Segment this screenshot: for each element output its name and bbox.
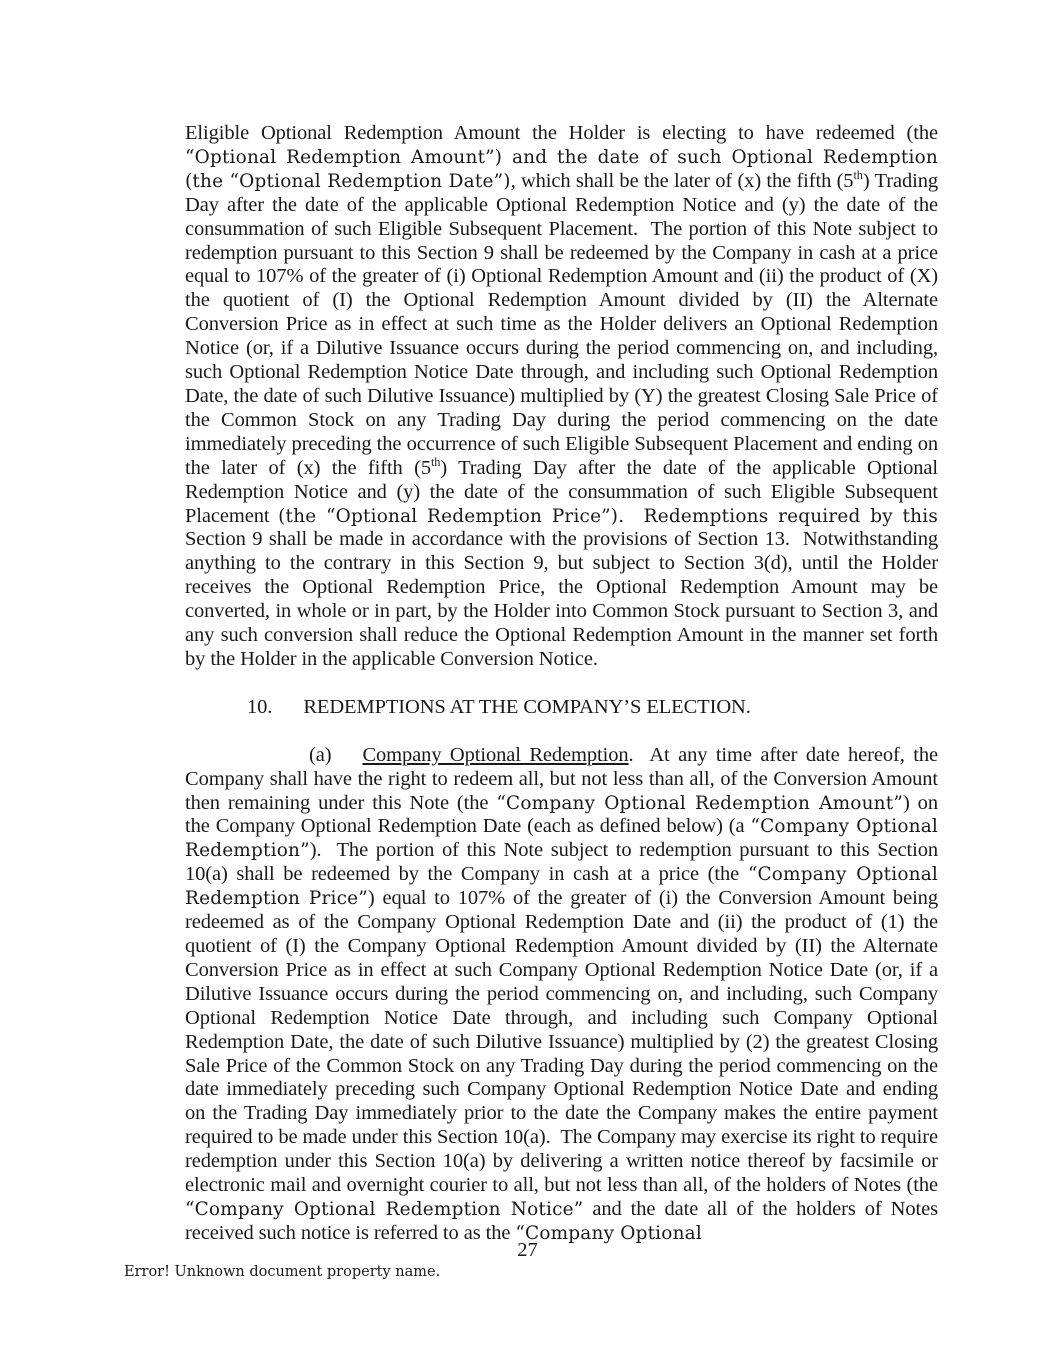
superscript: th	[853, 167, 863, 182]
text-segment: ) on the Company Optional Redemption Date (each as defined below) (a	[185, 791, 944, 838]
superscript: th	[430, 454, 441, 469]
text-segment: ) Trading Day after the date of the applicable Optional Redemption Notice and (y) the date of the consummation of such Eligible Subsequent Placement. The portion of this Note subject to redemption pursuant to this Section 9 shall be redeemed by the Company in cash at a price equal to 107% of the greater of (i) Optional Redemption Amount and (ii) the product of (X) the quotient of (I) the Optional Redemption Amount divided by (II) the Alternate Conversion Price as in effect at such time as the Holder delivers an Optional Redemption Notice (or, if a Dilutive Issuance occurs during the period commencing on, and including, such Optional Redemption Notice Date through, and including such Optional Redemption Date, the date of such Dilutive Issuance) multiplied by (Y) the greatest Closing Sale Price of the Common Stock on any Trading Day during the period commencing on the date immediately preceding the occurrence of such Eligible Subsequent Placement and ending on the later of (x) the fifth (5	[185, 169, 944, 479]
text-segment: ) Trading Day after the date of the applicable Optional Redemption Notice and (y) the date of the consummation of such Eligible Subsequent Placement	[185, 456, 944, 527]
paragraph-continuation	[185, 122, 945, 672]
text-segment: REDEMPTIONS AT THE COMPANY’S ELECTION.	[303, 695, 751, 718]
text-segment: 10.	[247, 695, 273, 718]
footer-error-text: Error! Unknown document property name.	[124, 1264, 441, 1280]
underlined-term: Company Optional Redemption	[362, 743, 629, 766]
text-segment: Eligible Optional Redemption Amount the Holder is electing to have redeemed (the	[185, 122, 944, 144]
defined-term: “Company Optional Redemption Notice”	[185, 1198, 584, 1220]
document-blocks	[185, 122, 945, 1246]
text-segment: and the date all of the holders of Notes received such notice is referred to as the	[185, 1197, 944, 1244]
defined-term: (the “Optional Redemption Price”). Redemptions required by this	[278, 505, 945, 527]
text-segment: (a)	[309, 743, 332, 766]
page-number: 27	[517, 1239, 538, 1261]
defined-term: “Company Optional	[515, 1222, 702, 1244]
defined-term: “Optional Redemption Amount”) and the date of such Optional Redemption (the “Optional Redemption Date”)	[185, 146, 945, 192]
text-segment: . At any time after date hereof, the Company shall have the right to redeem all, but not less than all, of the Conversion Amount then remaining under this Note (the	[185, 743, 944, 814]
defined-term: “Company Optional Redemption”	[185, 816, 945, 862]
defined-term: “Company Optional Redemption Price”	[185, 864, 945, 910]
paragraph-indented	[185, 743, 945, 1246]
text-segment: , which shall be the later of (x) the fifth (5	[510, 169, 854, 192]
text-segment: ). The portion of this Note subject to redemption pursuant to this Section 10(a) shall be redeemed by the Company in cash at a price (the	[185, 839, 944, 886]
defined-term: “Company Optional Redemption Amount”	[496, 792, 903, 814]
text-segment: Section 9 shall be made in accordance with the provisions of Section 13. Notwithstanding anything to the contrary in this Section 9, but subject to Section 3(d), until the Holder receives the Optional Redemption Price, the Optional Redemption Amount may be converted, in whole or in part, by the Holder into Common Stock pursuant to Section 3, and any such conversion shall reduce the Optional Redemption Amount in the manner set forth by the Holder in the applicable Conversion Notice.	[185, 528, 944, 670]
section-heading	[185, 696, 938, 720]
text-segment: ) equal to 107% of the greater of (i) the Conversion Amount being redeemed as of the Company Optional Redemption Date and (ii) the product of (1) the quotient of (I) the Company Optional Redemption Amount divided by (II) the Alternate Conversion Price as in effect at such Company Optional Redemption Notice Date (or, if a Dilutive Issuance occurs during the period commencing on, and including, such Company Optional Redemption Notice Date through, and including such Company Optional Redemption Date, the date of such Dilutive Issuance) multiplied by (2) the greatest Closing Sale Price of the Common Stock on any Trading Day during the period commencing on the date immediately preceding such Company Optional Redemption Notice Date and ending on the Trading Day immediately prior to the date the Company makes the entire payment required to be made under this Section 10(a). The Company may exercise its right to require redemption under this Section 10(a) by delivering a written notice thereof by facsimile or electronic mail and overnight courier to all, but not less than all, of the holders of Notes (the	[185, 887, 944, 1197]
